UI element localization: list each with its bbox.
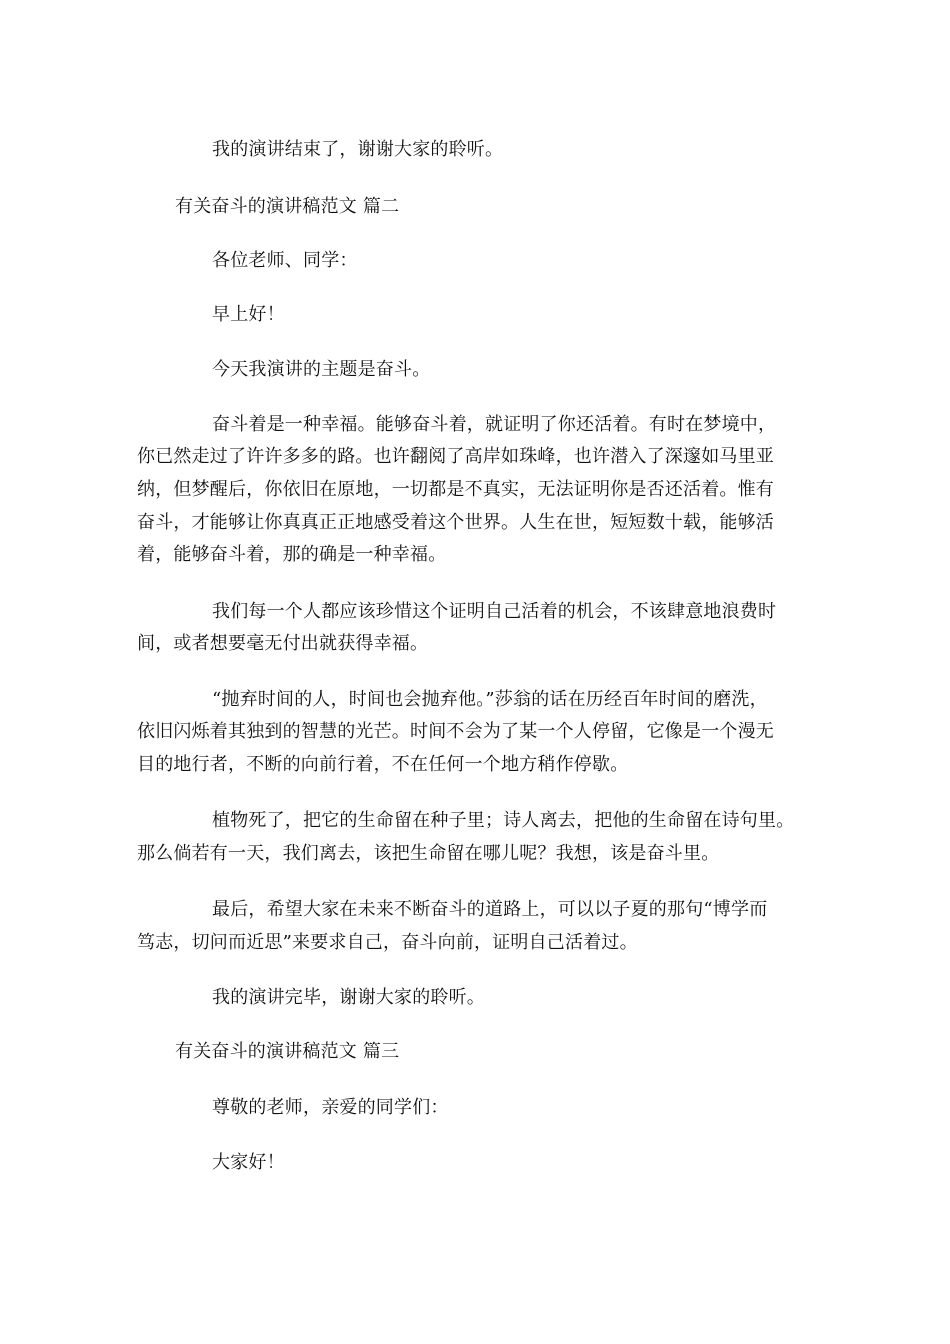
para1-line-1: 奋斗着是一种幸福。能够奋斗着，就证明了你还活着。有时在梦境中， [212,414,777,435]
greeting-2: 早上好！ [212,304,285,325]
para3-line-2: 依旧闪烁着其独到的智慧的光芒。时间不会为了某一个人停留，它像是一个漫无 [137,721,774,742]
para3-line-1: “抛弃时间的人，时间也会抛弃他。”莎翁的话在历经百年时间的磨洗， [212,689,768,710]
salutation-3: 尊敬的老师，亲爱的同学们： [212,1097,449,1118]
para3-line-3: 目的地行者，不断的向前行着，不在任何一个地方稍作停歇。 [137,754,629,775]
salutation-2: 各位老师、同学： [212,250,358,271]
para2-line-1: 我们每一个人都应该珍惜这个证明自己活着的机会，不该肆意地浪费时 [212,601,777,622]
para4-line-2: 那么倘若有一天，我们离去，该把生命留在哪儿呢？我想，该是奋斗里。 [137,843,720,864]
para4-line-1: 植物死了，把它的生命留在种子里；诗人离去，把他的生命留在诗句里。 [212,810,795,831]
section-heading-2: 有关奋斗的演讲稿范文 篇二 [175,196,400,217]
para2-line-2: 间，或者想要毫无付出就获得幸福。 [137,633,429,654]
para1-line-5: 着，能够奋斗着，那的确是一种幸福。 [137,544,447,565]
topic-line: 今天我演讲的主题是奋斗。 [212,359,431,380]
greeting-3: 大家好！ [212,1152,285,1173]
para1-line-3: 纳，但梦醒后，你依旧在原地，一切都是不真实，无法证明你是否还活着。惟有 [137,479,774,500]
closing-line-1: 我的演讲结束了，谢谢大家的聆听。 [212,139,504,160]
para5-line-2: 笃志，切问而近思”来要求自己，奋斗向前，证明自己活着过。 [137,932,638,953]
para1-line-2: 你已然走过了许许多多的路。也许翻阅了高岸如珠峰，也许潜入了深邃如马里亚 [137,446,774,467]
para5-line-1: 最后，希望大家在未来不断奋斗的道路上，可以以子夏的那句“博学而 [212,899,768,920]
section-heading-3: 有关奋斗的演讲稿范文 篇三 [175,1041,400,1062]
closing-line-2: 我的演讲完毕，谢谢大家的聆听。 [212,987,485,1008]
para1-line-4: 奋斗，才能够让你真真正正地感受着这个世界。人生在世，短短数十载，能够活 [137,512,774,533]
